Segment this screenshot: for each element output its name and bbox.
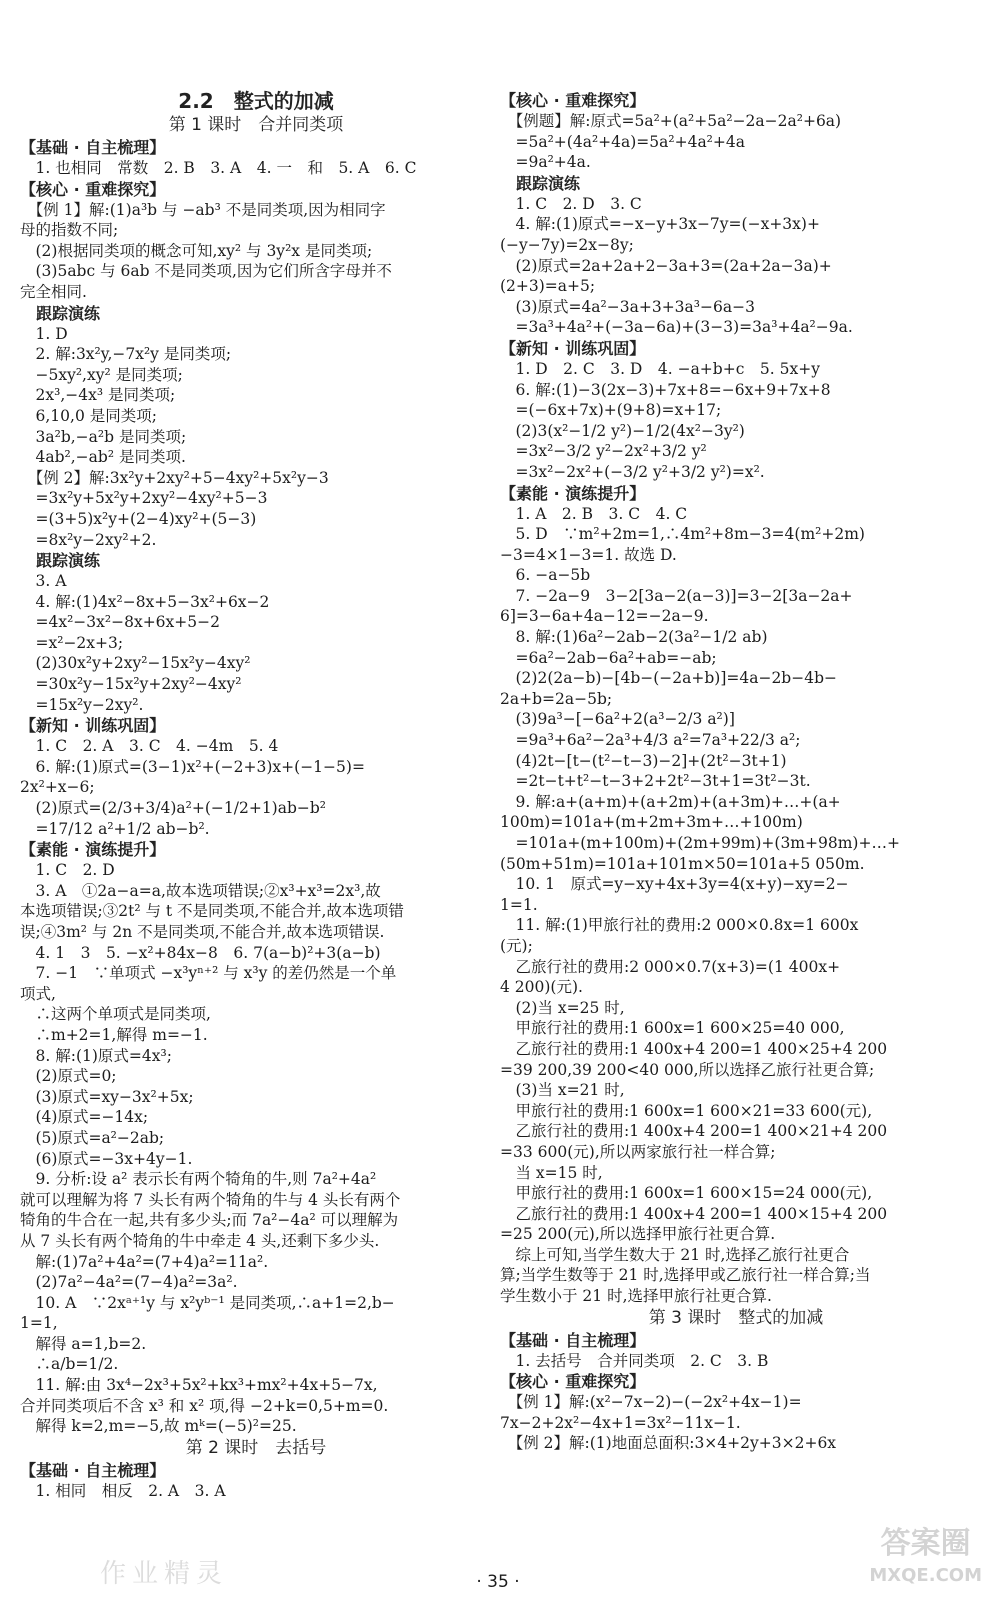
text-line: 甲旅行社的费用:1 600x=1 600×25=40 000,	[500, 1019, 845, 1038]
text-line: (2)30x²y+2xy²−15x²y−4xy²	[20, 654, 251, 673]
watermark	[869, 1528, 982, 1592]
text-line: =3x²−3/2 y²−2x²+3/2 y²	[500, 442, 707, 461]
text-line: 5. D ∵m²+2m=1,∴4m²+8m−3=4(m²+2m)	[500, 525, 865, 544]
text-line: 犄角的牛合在一起,共有多少头;而 7a²−4a² 可以理解为	[20, 1211, 399, 1230]
text-line: =x²−2x+3;	[20, 633, 124, 652]
text-line: =5a²+(4a²+4a)=5a²+4a²+4a	[500, 132, 745, 151]
text-line: (元);	[500, 936, 533, 955]
text-line: 合并同类项后不含 x³ 和 x² 项,得 −2+k=0,5+m=0.	[20, 1396, 389, 1415]
text-line: −5xy²,xy² 是同类项;	[20, 365, 183, 384]
text-line: 项式,	[20, 984, 56, 1003]
left-column	[20, 88, 492, 1501]
text-line: 算;当学生数等于 21 时,选择甲或乙旅行社一样合算;当	[500, 1266, 871, 1285]
text-line: (2)7a²−4a²=(7−4)a²=3a².	[20, 1273, 238, 1292]
page-number: · 35 ·	[476, 1572, 520, 1592]
text-line: 8. 解:(1)原式=4x³;	[20, 1046, 172, 1065]
text-line: 9. 解:a+(a+m)+(a+2m)+(a+3m)+…+(a+	[500, 792, 841, 811]
text-line: =3a³+4a²+(−3a−6a)+(3−3)=3a³+4a²−9a.	[500, 318, 853, 337]
section-header: 【基础 · 自主梳理】	[500, 1330, 646, 1350]
text-line: (2)当 x=25 时,	[500, 998, 625, 1017]
text-line: =39 200,39 200<40 000,所以选择乙旅行社更合算;	[500, 1060, 875, 1079]
text-line: =8x²y−2xy²+2.	[20, 530, 157, 549]
text-line: 就可以理解为将 7 头长有两个犄角的牛与 4 头长有两个	[20, 1190, 401, 1209]
text-line: 2x²+x−6;	[20, 778, 95, 797]
text-line: (6)原式=−3x+4y−1.	[20, 1149, 193, 1168]
text-line: (3)原式=4a²−3a+3+3a³−6a−3	[500, 297, 755, 316]
text-line: =9a²+4a.	[500, 153, 591, 172]
section-title: 2.2 整式的加减	[178, 89, 334, 113]
text-line: 1. 也相同 常数 2. B 3. A 4. 一 和 5. A 6. C	[20, 159, 417, 177]
text-line: 综上可知,当学生数大于 21 时,选择乙旅行社更合	[500, 1245, 850, 1264]
text-line: 【例 2】解:3x²y+2xy²+5−4xy²+5x²y−3	[20, 468, 329, 487]
text-line: (4)2t−[t−(t²−t−3)−2]+(2t²−3t+1)	[500, 751, 787, 770]
lesson-heading: 第 2 课时 去括号	[185, 1437, 327, 1458]
text-line: 4. 1 3 5. −x²+84x−8 6. 7(a−b)²+3(a−b)	[20, 943, 381, 962]
text-line: 3a²b,−a²b 是同类项;	[20, 427, 187, 446]
text-line: 母的指数不同;	[20, 221, 119, 240]
text-line: 7x−2+2x²−4x+1=3x²−11x−1.	[500, 1413, 741, 1432]
text-line: =17/12 a²+1/2 ab−b².	[20, 819, 210, 838]
text-line: 11. 解:由 3x⁴−2x³+5x²+kx³+mx²+4x+5−7x,	[20, 1376, 378, 1395]
text-line: (3)当 x=21 时,	[500, 1081, 625, 1100]
text-line: =33 600(元),所以两家旅行社一样合算;	[500, 1142, 776, 1161]
text-line: 7. −1 ∵单项式 −x³yⁿ⁺² 与 x³y 的差仍然是一个单	[20, 964, 397, 983]
section-header: 【新知 · 训练巩固】	[20, 716, 166, 736]
text-line: (3)原式=xy−3x²+5x;	[20, 1087, 194, 1106]
text-line: =4x²−3x²−8x+6x+5−2	[20, 613, 220, 632]
text-line: =30x²y−15x²y+2xy²−4xy²	[20, 675, 242, 694]
text-line: 甲旅行社的费用:1 600x=1 600×15=24 000(元),	[500, 1184, 873, 1203]
right-column	[500, 90, 972, 1454]
section-header: 【核心 · 重难探究】	[20, 179, 166, 199]
text-line: (2)2(2a−b)−[4b−(−2a+b)]=4a−2b−4b−	[500, 669, 837, 688]
section-header: 跟踪演练	[20, 551, 101, 571]
text-line: 4. 解:(1)4x²−8x+5−3x²+6x−2	[20, 592, 270, 611]
text-line: 学生数小于 21 时,选择甲旅行社更合算.	[500, 1287, 772, 1306]
text-line: (3)9a³−[−6a²+2(a³−2/3 a²)]	[500, 710, 735, 729]
text-line: 乙旅行社的费用:1 400x+4 200=1 400×15+4 200	[500, 1204, 888, 1223]
text-line: 【例题】解:原式=5a²+(a²+5a²−2a−2a²+6a)	[500, 112, 842, 130]
text-line: (2+3)=a+5;	[500, 277, 596, 296]
text-line: 当 x=15 时,	[500, 1163, 603, 1182]
watermark-left: 作业精灵	[100, 1559, 229, 1589]
text-line: 3. A	[20, 572, 67, 591]
text-line: =3x²−2x²+(−3/2 y²+3/2 y²)=x².	[500, 462, 765, 481]
text-line: ∴这两个单项式是同类项,	[20, 1005, 211, 1024]
text-line: 乙旅行社的费用:1 400x+4 200=1 400×21+4 200	[500, 1122, 888, 1141]
section-header: 【素能 · 演练提升】	[500, 483, 646, 503]
text-line: (4)原式=−14x;	[20, 1108, 149, 1127]
section-header: 跟踪演练	[20, 303, 101, 323]
text-line: ∴a/b=1/2.	[20, 1355, 119, 1374]
text-line: 1=1,	[20, 1314, 58, 1333]
text-line: =15x²y−2xy².	[20, 695, 144, 714]
text-line: 6]=3−6a+4a−12=−2a−9.	[500, 607, 709, 626]
text-line: =(3+5)x²y+(2−4)xy²+(5−3)	[20, 509, 257, 528]
text-line: 1=1.	[500, 895, 538, 914]
section-header: 【基础 · 自主梳理】	[20, 1460, 166, 1480]
text-line: 4 200)(元).	[500, 978, 583, 997]
text-line: 本选项错误;③2t² 与 t 不是同类项,不能合并,故本选项错	[20, 902, 404, 921]
section-header: 【新知 · 训练巩固】	[500, 338, 646, 358]
text-line: =6a²−2ab−6a²+ab=−ab;	[500, 648, 717, 667]
text-line: 1. C 2. D	[20, 861, 115, 880]
text-line: 2. 解:3x²y,−7x²y 是同类项;	[20, 345, 232, 364]
text-line: 1. C 2. A 3. C 4. −4m 5. 4	[20, 737, 279, 756]
section-header: 【基础 · 自主梳理】	[20, 138, 166, 157]
text-line: 2a+b=2a−5b;	[500, 689, 613, 708]
text-line: 解得 a=1,b=2.	[20, 1334, 147, 1353]
text-line: =25 200(元),所以选择甲旅行社更合算.	[500, 1225, 776, 1244]
text-line: =3x²y+5x²y+2xy²−4xy²+5−3	[20, 489, 268, 508]
text-line: 【例 1】解:(1)a³b 与 −ab³ 不是同类项,因为相同字	[20, 200, 386, 219]
text-line: 【例 2】解:(1)地面总面积:3×4+2y+3×2+6x	[500, 1434, 837, 1453]
text-line: 解:(1)7a²+4a²=(7+4)a²=11a².	[20, 1252, 269, 1271]
text-line: 6. −a−5b	[500, 566, 591, 585]
text-line: 6. 解:(1)−3(2x−3)+7x+8=−6x+9+7x+8	[500, 380, 831, 399]
text-line: 1. A 2. B 3. C 4. C	[500, 504, 688, 523]
text-line: 10. A ∵2xᵃ⁺¹y 与 x²yᵇ⁻¹ 是同类项,∴a+1=2,b−	[20, 1293, 395, 1312]
section-header: 跟踪演练	[500, 173, 581, 193]
text-line: =(−6x+7x)+(9+8)=x+17;	[500, 401, 722, 420]
text-line: (5)原式=a²−2ab;	[20, 1128, 165, 1147]
text-line: (50m+51m)=101a+101m×50=101a+5 050m.	[500, 854, 865, 873]
text-line: 6,10,0 是同类项;	[20, 406, 157, 425]
text-line: (2)原式=(2/3+3/4)a²+(−1/2+1)ab−b²	[20, 799, 327, 818]
text-line: 甲旅行社的费用:1 600x=1 600×21=33 600(元),	[500, 1101, 873, 1120]
text-line: 4. 解:(1)原式=−x−y+3x−7y=(−x+3x)+	[500, 215, 820, 234]
text-line: 1. 相同 相反 2. A 3. A	[20, 1481, 226, 1500]
text-line: 误;④3m² 与 2n 不是同类项,不能合并,故本选项错误.	[20, 923, 385, 941]
text-line: 1. C 2. D 3. C	[500, 194, 642, 213]
text-line: 从 7 头长有两个犄角的牛中牵走 4 头,还剩下多少头.	[20, 1231, 380, 1250]
text-line: 1. 去括号 合并同类项 2. C 3. B	[500, 1351, 769, 1370]
text-line: =2t−t+t²−t−3+2+2t²−3t+1=3t²−3t.	[500, 772, 811, 791]
text-line: 1. D	[20, 324, 68, 343]
text-line: =9a³+6a²−2a³+4/3 a²=7a³+22/3 a²;	[500, 731, 801, 750]
text-line: (−y−7y)=2x−8y;	[500, 235, 634, 254]
text-line: (2)原式=0;	[20, 1067, 117, 1086]
text-line: (2)根据同类项的概念可知,xy² 与 3y²x 是同类项;	[20, 241, 373, 260]
text-line: 100m)=101a+(m+2m+3m+…+100m)	[500, 813, 803, 832]
text-line: 解得 k=2,m=−5,故 mᵏ=(−5)²=25.	[20, 1417, 297, 1436]
text-line: 【例 1】解:(x²−7x−2)−(−2x²+4x−1)=	[500, 1393, 802, 1412]
text-line: (2)原式=2a+2a+2−3a+3=(2a+2a−3a)+	[500, 256, 832, 275]
text-line: 11. 解:(1)甲旅行社的费用:2 000×0.8x=1 600x	[500, 916, 859, 935]
text-line: 7. −2a−9 3−2[3a−2(a−3)]=3−2[3a−2a+	[500, 586, 853, 605]
text-line: 完全相同.	[20, 282, 87, 301]
text-line: 2x³,−4x³ 是同类项;	[20, 386, 176, 405]
text-line: (2)3(x²−1/2 y²)−1/2(4x²−3y²)	[500, 421, 745, 440]
lesson-heading: 第 1 课时 合并同类项	[168, 115, 344, 135]
watermark-line1: 答案圈	[880, 1526, 971, 1561]
text-line: 乙旅行社的费用:1 400x+4 200=1 400×25+4 200	[500, 1039, 888, 1058]
section-header: 【素能 · 演练提升】	[20, 840, 166, 860]
text-line: 4ab²,−ab² 是同类项.	[20, 448, 186, 467]
watermark-line2: MXQE.COM	[869, 1565, 982, 1586]
text-line: ∴m+2=1,解得 m=−1.	[20, 1025, 208, 1044]
text-line: 乙旅行社的费用:2 000×0.7(x+3)=(1 400x+	[500, 957, 841, 976]
text-line: −3=4×1−3=1. 故选 D.	[500, 545, 677, 564]
text-line: 9. 分析:设 a² 表示长有两个犄角的牛,则 7a²+4a²	[20, 1170, 377, 1189]
text-line: 6. 解:(1)原式=(3−1)x²+(−2+3)x+(−1−5)=	[20, 757, 365, 776]
text-line: 3. A ①2a−a=a,故本选项错误;②x³+x³=2x³,故	[20, 881, 381, 900]
text-line: (3)5abc 与 6ab 不是同类项,因为它们所含字母并不	[20, 262, 392, 281]
text-line: =101a+(m+100m)+(2m+99m)+(3m+98m)+…+	[500, 834, 900, 852]
lesson-heading: 第 3 课时 整式的加减	[648, 1307, 824, 1328]
section-header: 【核心 · 重难探究】	[500, 91, 646, 110]
text-line: 1. D 2. C 3. D 4. −a+b+c 5. 5x+y	[500, 359, 820, 378]
text-line: 8. 解:(1)6a²−2ab−2(3a²−1/2 ab)	[500, 628, 768, 647]
section-header: 【核心 · 重难探究】	[500, 1372, 646, 1392]
text-line: 10. 1 原式=y−xy+4x+3y=4(x+y)−xy=2−	[500, 875, 849, 894]
